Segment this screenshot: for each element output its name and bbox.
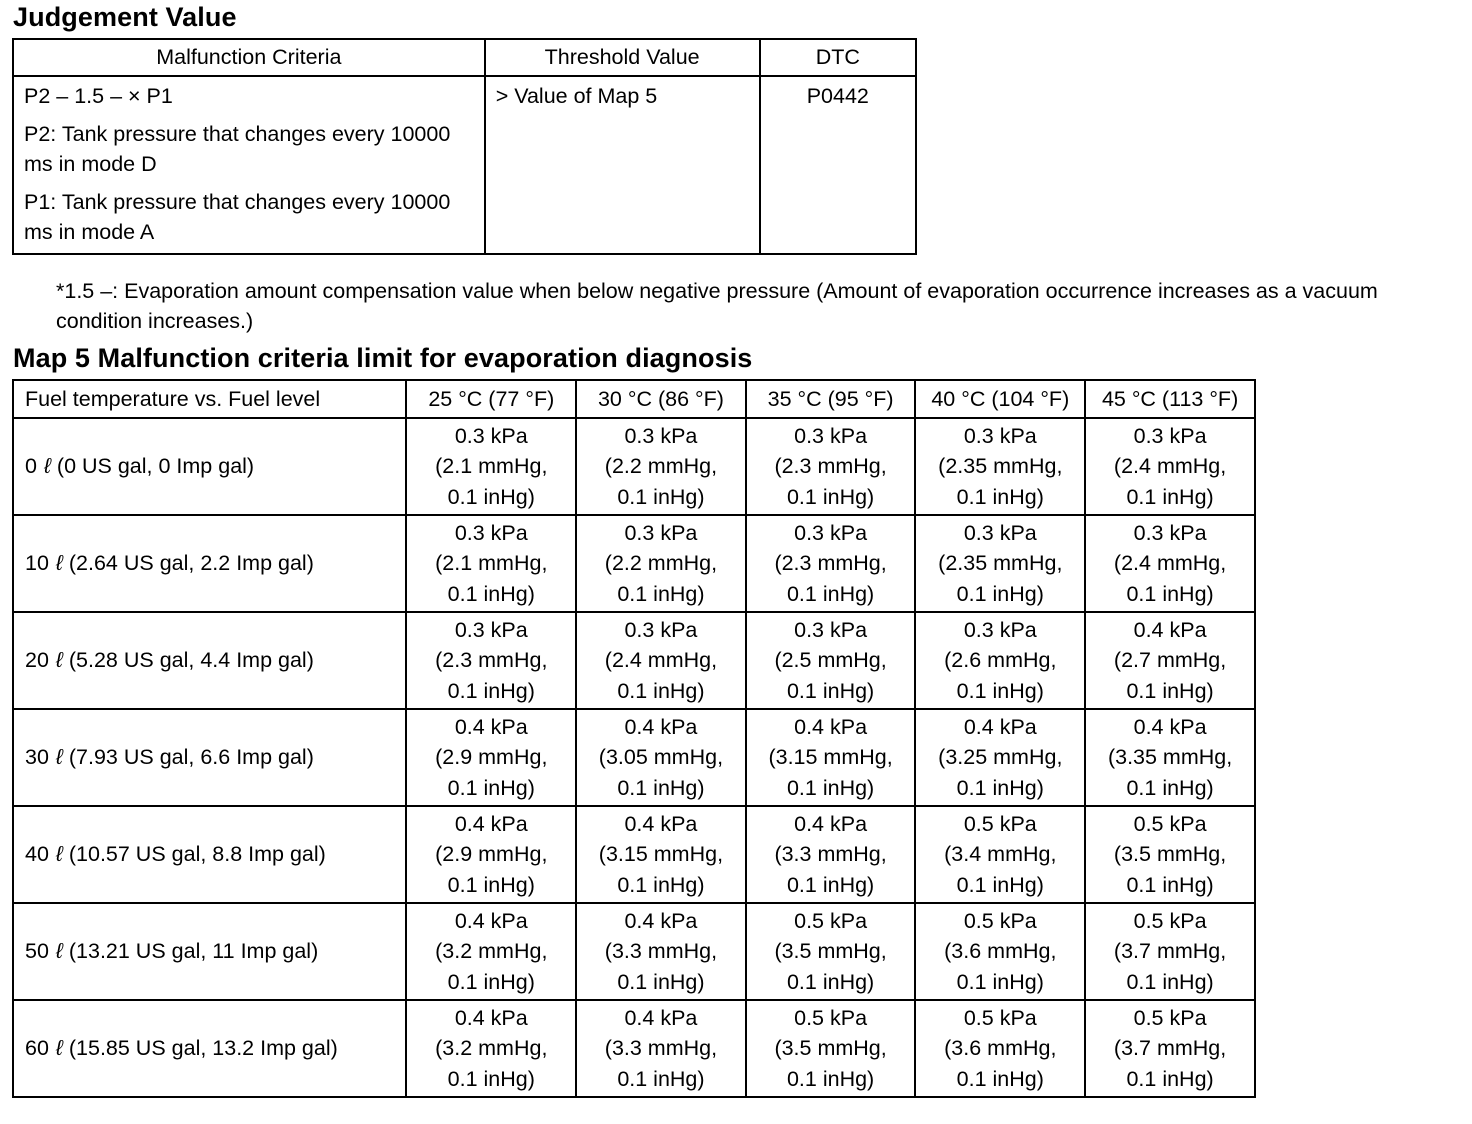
header-fuel-temp-vs-level: Fuel temperature vs. Fuel level bbox=[13, 380, 406, 418]
fuel-level-value: 10 bbox=[25, 551, 49, 576]
fuel-level-detail: (7.93 US gal, 6.6 Imp gal) bbox=[68, 745, 314, 770]
pressure-mmhg: (2.35 mmHg, bbox=[938, 551, 1063, 576]
pressure-inhg: 0.1 inHg) bbox=[1126, 678, 1214, 703]
pressure-mmhg: (2.3 mmHg, bbox=[774, 551, 887, 576]
pressure-kpa: 0.3 kPa bbox=[794, 520, 868, 545]
pressure-inhg: 0.1 inHg) bbox=[786, 484, 875, 509]
pressure-cell bbox=[1085, 709, 1255, 806]
table-row bbox=[13, 612, 1255, 709]
pressure-cell bbox=[1085, 418, 1255, 515]
pressure-kpa: 0.4 kPa bbox=[624, 714, 698, 739]
pressure-kpa: 0.3 kPa bbox=[1133, 520, 1207, 545]
pressure-inhg: 0.1 inHg) bbox=[447, 872, 535, 897]
pressure-kpa: 0.4 kPa bbox=[624, 908, 698, 933]
judgement-title: Judgement Value bbox=[13, 2, 237, 32]
pressure-inhg: 0.1 inHg) bbox=[786, 969, 875, 994]
pressure-mmhg: (2.9 mmHg, bbox=[435, 842, 548, 867]
pressure-cell bbox=[1085, 612, 1255, 709]
judgement-row bbox=[13, 76, 916, 254]
pressure-cell bbox=[915, 709, 1085, 806]
pressure-mmhg: (3.3 mmHg, bbox=[774, 842, 887, 867]
pressure-inhg: 0.1 inHg) bbox=[956, 1066, 1044, 1091]
pressure-inhg: 0.1 inHg) bbox=[786, 678, 875, 703]
fuel-level-label bbox=[13, 903, 406, 1000]
pressure-cell bbox=[406, 612, 576, 709]
pressure-kpa: 0.4 kPa bbox=[794, 811, 868, 836]
liter-symbol: ℓ bbox=[55, 842, 63, 867]
pressure-cell bbox=[915, 806, 1085, 903]
header-temp-3: 40 °C (104 °F) bbox=[915, 380, 1085, 418]
table-row bbox=[13, 903, 1255, 1000]
pressure-mmhg: (3.3 mmHg, bbox=[604, 1036, 718, 1061]
table-row bbox=[13, 515, 1255, 612]
header-dtc: DTC bbox=[760, 39, 916, 76]
pressure-mmhg: (2.5 mmHg, bbox=[774, 648, 887, 673]
pressure-inhg: 0.1 inHg) bbox=[447, 484, 535, 509]
pressure-kpa: 0.3 kPa bbox=[624, 520, 698, 545]
pressure-mmhg: (2.7 mmHg, bbox=[1113, 648, 1227, 673]
pressure-kpa: 0.3 kPa bbox=[454, 520, 528, 545]
pressure-cell bbox=[915, 612, 1085, 709]
pressure-inhg: 0.1 inHg) bbox=[1126, 872, 1214, 897]
criteria-formula: P2 – 1.5 – × P1 bbox=[24, 84, 173, 108]
pressure-cell bbox=[746, 418, 916, 515]
header-threshold-value: Threshold Value bbox=[485, 39, 760, 76]
pressure-inhg: 0.1 inHg) bbox=[956, 484, 1044, 509]
pressure-cell bbox=[1085, 903, 1255, 1000]
pressure-mmhg: (2.35 mmHg, bbox=[938, 454, 1063, 479]
pressure-kpa: 0.5 kPa bbox=[794, 908, 868, 933]
pressure-kpa: 0.5 kPa bbox=[794, 1005, 868, 1030]
pressure-inhg: 0.1 inHg) bbox=[447, 678, 535, 703]
pressure-mmhg: (3.5 mmHg, bbox=[774, 1036, 887, 1061]
pressure-mmhg: (3.15 mmHg, bbox=[768, 745, 893, 770]
fuel-level-detail: (0 US gal, 0 Imp gal) bbox=[56, 454, 255, 479]
pressure-cell bbox=[746, 612, 916, 709]
pressure-kpa: 0.4 kPa bbox=[454, 908, 528, 933]
fuel-level-value: 0 bbox=[25, 454, 37, 479]
pressure-inhg: 0.1 inHg) bbox=[956, 872, 1044, 897]
fuel-level-value: 40 bbox=[25, 842, 49, 867]
pressure-mmhg: (3.5 mmHg, bbox=[1113, 842, 1227, 867]
pressure-kpa: 0.3 kPa bbox=[624, 423, 698, 448]
pressure-cell bbox=[406, 1000, 576, 1097]
pressure-cell bbox=[915, 903, 1085, 1000]
fuel-level-label bbox=[13, 612, 406, 709]
pressure-kpa: 0.3 kPa bbox=[963, 423, 1037, 448]
map-body bbox=[13, 418, 1255, 1097]
pressure-kpa: 0.4 kPa bbox=[454, 811, 528, 836]
pressure-kpa: 0.3 kPa bbox=[963, 617, 1037, 642]
pressure-inhg: 0.1 inHg) bbox=[1126, 581, 1214, 606]
pressure-mmhg: (3.35 mmHg, bbox=[1107, 745, 1233, 770]
pressure-inhg: 0.1 inHg) bbox=[617, 678, 705, 703]
pressure-inhg: 0.1 inHg) bbox=[956, 678, 1044, 703]
pressure-inhg: 0.1 inHg) bbox=[447, 1066, 535, 1091]
pressure-mmhg: (3.4 mmHg, bbox=[944, 842, 1057, 867]
pressure-mmhg: (2.4 mmHg, bbox=[1113, 551, 1227, 576]
pressure-inhg: 0.1 inHg) bbox=[1126, 1066, 1214, 1091]
pressure-cell bbox=[576, 515, 746, 612]
fuel-level-value: 60 bbox=[25, 1036, 49, 1061]
header-temp-4: 45 °C (113 °F) bbox=[1085, 380, 1255, 418]
pressure-cell bbox=[746, 806, 916, 903]
pressure-kpa: 0.5 kPa bbox=[1133, 811, 1207, 836]
pressure-kpa: 0.3 kPa bbox=[1133, 423, 1207, 448]
pressure-inhg: 0.1 inHg) bbox=[1126, 969, 1214, 994]
pressure-inhg: 0.1 inHg) bbox=[447, 969, 535, 994]
fuel-level-label bbox=[13, 806, 406, 903]
pressure-kpa: 0.4 kPa bbox=[1133, 617, 1207, 642]
map-table bbox=[12, 379, 1256, 1098]
pressure-kpa: 0.4 kPa bbox=[963, 714, 1037, 739]
pressure-mmhg: (2.3 mmHg, bbox=[435, 648, 548, 673]
pressure-cell bbox=[576, 806, 746, 903]
pressure-inhg: 0.1 inHg) bbox=[956, 775, 1044, 800]
pressure-mmhg: (2.1 mmHg, bbox=[435, 551, 548, 576]
map-title: Map 5 Malfunction criteria limit for evaporation diagnosis bbox=[13, 343, 753, 373]
pressure-mmhg: (3.6 mmHg, bbox=[944, 939, 1057, 964]
pressure-mmhg: (3.2 mmHg, bbox=[435, 939, 548, 964]
map-header-row bbox=[13, 380, 1255, 418]
pressure-cell bbox=[576, 612, 746, 709]
pressure-mmhg: (2.4 mmHg, bbox=[1113, 454, 1227, 479]
pressure-mmhg: (3.05 mmHg, bbox=[598, 745, 724, 770]
pressure-kpa: 0.3 kPa bbox=[454, 617, 528, 642]
pressure-mmhg: (3.6 mmHg, bbox=[944, 1036, 1057, 1061]
pressure-mmhg: (3.7 mmHg, bbox=[1113, 939, 1227, 964]
pressure-inhg: 0.1 inHg) bbox=[786, 1066, 875, 1091]
pressure-inhg: 0.1 inHg) bbox=[617, 1066, 705, 1091]
pressure-inhg: 0.1 inHg) bbox=[447, 775, 535, 800]
pressure-kpa: 0.4 kPa bbox=[624, 811, 698, 836]
pressure-mmhg: (2.4 mmHg, bbox=[604, 648, 718, 673]
judgement-header-row bbox=[13, 39, 916, 76]
criteria-p1-definition: P1: Tank pressure that changes every 10000 ms in mode A bbox=[24, 190, 451, 244]
fuel-level-detail: (13.21 US gal, 11 Imp gal) bbox=[68, 939, 319, 964]
pressure-mmhg: (3.25 mmHg, bbox=[938, 745, 1063, 770]
header-temp-1: 30 °C (86 °F) bbox=[576, 380, 746, 418]
fuel-level-label bbox=[13, 709, 406, 806]
pressure-kpa: 0.5 kPa bbox=[963, 1005, 1037, 1030]
pressure-inhg: 0.1 inHg) bbox=[1126, 484, 1214, 509]
header-temp-2: 35 °C (95 °F) bbox=[746, 380, 916, 418]
pressure-inhg: 0.1 inHg) bbox=[617, 872, 705, 897]
pressure-kpa: 0.4 kPa bbox=[794, 714, 868, 739]
fuel-level-detail: (5.28 US gal, 4.4 Imp gal) bbox=[68, 648, 314, 673]
pressure-inhg: 0.1 inHg) bbox=[617, 775, 705, 800]
pressure-cell bbox=[576, 709, 746, 806]
pressure-inhg: 0.1 inHg) bbox=[786, 581, 875, 606]
pressure-kpa: 0.5 kPa bbox=[963, 908, 1037, 933]
pressure-cell bbox=[406, 903, 576, 1000]
pressure-kpa: 0.4 kPa bbox=[624, 1005, 698, 1030]
pressure-mmhg: (2.2 mmHg, bbox=[604, 454, 718, 479]
pressure-cell bbox=[1085, 515, 1255, 612]
pressure-cell bbox=[746, 515, 916, 612]
pressure-kpa: 0.3 kPa bbox=[794, 423, 868, 448]
pressure-inhg: 0.1 inHg) bbox=[447, 581, 535, 606]
pressure-cell bbox=[1085, 806, 1255, 903]
pressure-cell bbox=[746, 709, 916, 806]
header-malfunction-criteria: Malfunction Criteria bbox=[13, 39, 485, 76]
liter-symbol: ℓ bbox=[55, 745, 63, 770]
pressure-cell bbox=[576, 1000, 746, 1097]
pressure-kpa: 0.4 kPa bbox=[454, 1005, 528, 1030]
pressure-kpa: 0.3 kPa bbox=[454, 423, 528, 448]
pressure-mmhg: (2.1 mmHg, bbox=[435, 454, 548, 479]
table-row bbox=[13, 806, 1255, 903]
dtc-cell: P0442 bbox=[760, 76, 916, 254]
pressure-inhg: 0.1 inHg) bbox=[786, 872, 875, 897]
pressure-kpa: 0.3 kPa bbox=[963, 520, 1037, 545]
pressure-cell bbox=[406, 806, 576, 903]
pressure-mmhg: (2.6 mmHg, bbox=[944, 648, 1057, 673]
liter-symbol: ℓ bbox=[43, 454, 51, 479]
pressure-kpa: 0.5 kPa bbox=[963, 811, 1037, 836]
pressure-cell bbox=[406, 709, 576, 806]
liter-symbol: ℓ bbox=[55, 648, 63, 673]
fuel-level-detail: (15.85 US gal, 13.2 Imp gal) bbox=[68, 1036, 338, 1061]
pressure-cell bbox=[746, 903, 916, 1000]
pressure-mmhg: (3.2 mmHg, bbox=[435, 1036, 548, 1061]
pressure-inhg: 0.1 inHg) bbox=[1126, 775, 1214, 800]
pressure-mmhg: (3.15 mmHg, bbox=[598, 842, 724, 867]
pressure-kpa: 0.5 kPa bbox=[1133, 908, 1207, 933]
threshold-cell: > Value of Map 5 bbox=[485, 76, 760, 254]
criteria-cell bbox=[13, 76, 485, 254]
pressure-cell bbox=[746, 1000, 916, 1097]
pressure-mmhg: (2.2 mmHg, bbox=[604, 551, 718, 576]
fuel-level-label bbox=[13, 1000, 406, 1097]
pressure-inhg: 0.1 inHg) bbox=[617, 484, 705, 509]
pressure-kpa: 0.4 kPa bbox=[454, 714, 528, 739]
pressure-cell bbox=[576, 903, 746, 1000]
fuel-level-value: 30 bbox=[25, 745, 49, 770]
pressure-mmhg: (2.3 mmHg, bbox=[774, 454, 887, 479]
fuel-level-value: 50 bbox=[25, 939, 49, 964]
fuel-level-detail: (2.64 US gal, 2.2 Imp gal) bbox=[68, 551, 314, 576]
pressure-cell bbox=[1085, 1000, 1255, 1097]
pressure-inhg: 0.1 inHg) bbox=[956, 581, 1044, 606]
pressure-kpa: 0.5 kPa bbox=[1133, 1005, 1207, 1030]
pressure-mmhg: (2.9 mmHg, bbox=[435, 745, 548, 770]
pressure-cell bbox=[406, 418, 576, 515]
pressure-cell bbox=[915, 515, 1085, 612]
pressure-cell bbox=[576, 418, 746, 515]
pressure-kpa: 0.4 kPa bbox=[1133, 714, 1207, 739]
pressure-inhg: 0.1 inHg) bbox=[617, 969, 705, 994]
table-row bbox=[13, 709, 1255, 806]
pressure-inhg: 0.1 inHg) bbox=[786, 775, 875, 800]
pressure-mmhg: (3.7 mmHg, bbox=[1113, 1036, 1227, 1061]
table-row bbox=[13, 1000, 1255, 1097]
pressure-mmhg: (3.3 mmHg, bbox=[604, 939, 718, 964]
pressure-cell bbox=[406, 515, 576, 612]
pressure-kpa: 0.3 kPa bbox=[624, 617, 698, 642]
fuel-level-label bbox=[13, 418, 406, 515]
liter-symbol: ℓ bbox=[55, 939, 63, 964]
pressure-cell bbox=[915, 1000, 1085, 1097]
fuel-level-detail: (10.57 US gal, 8.8 Imp gal) bbox=[68, 842, 326, 867]
fuel-level-label bbox=[13, 515, 406, 612]
pressure-mmhg: (3.5 mmHg, bbox=[774, 939, 887, 964]
criteria-p2-definition: P2: Tank pressure that changes every 10000 ms in mode D bbox=[24, 122, 451, 176]
header-temp-0: 25 °C (77 °F) bbox=[406, 380, 576, 418]
table-row bbox=[13, 418, 1255, 515]
judgement-table bbox=[12, 38, 917, 255]
fuel-level-value: 20 bbox=[25, 648, 49, 673]
pressure-inhg: 0.1 inHg) bbox=[956, 969, 1044, 994]
pressure-kpa: 0.3 kPa bbox=[794, 617, 868, 642]
liter-symbol: ℓ bbox=[55, 551, 63, 576]
pressure-cell bbox=[915, 418, 1085, 515]
liter-symbol: ℓ bbox=[55, 1036, 63, 1061]
footnote: *1.5 –: Evaporation amount compensation value when below negative pressure (Amount of evaporation occurrence increases as a vacuum condition increases.) bbox=[56, 279, 1378, 333]
pressure-inhg: 0.1 inHg) bbox=[617, 581, 705, 606]
